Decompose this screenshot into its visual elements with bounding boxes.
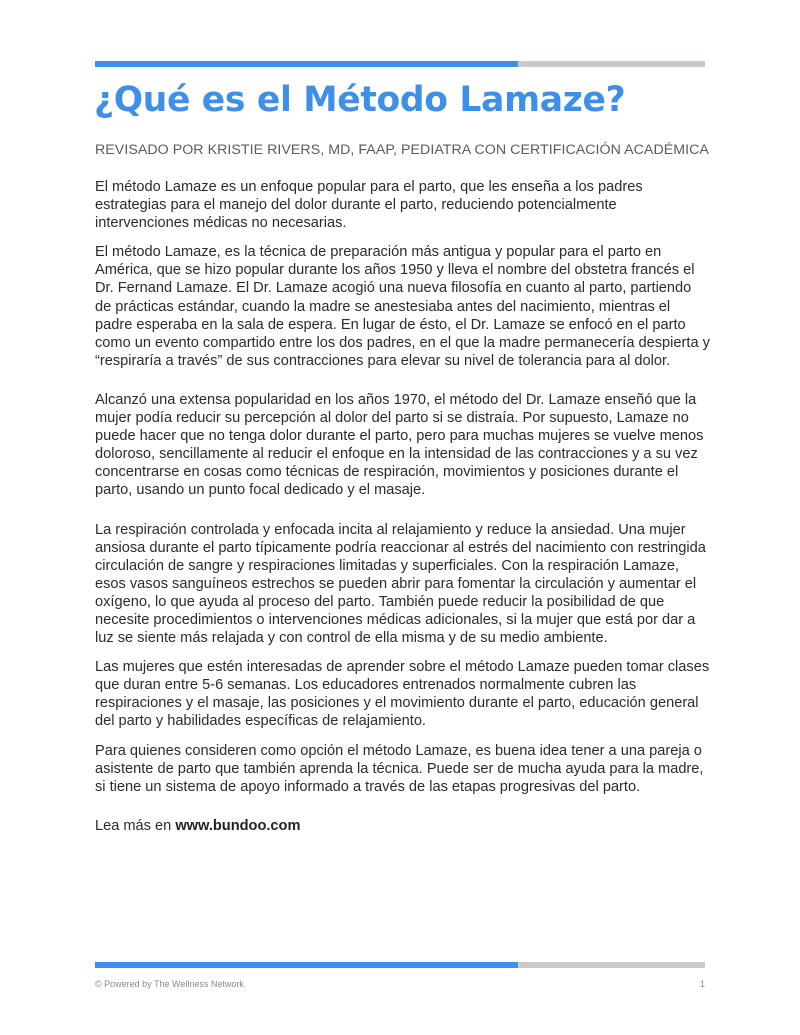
- header-accent-bar: [95, 61, 705, 67]
- reviewer-byline: REVISADO POR KRISTIE RIVERS, MD, FAAP, PEDIATRA CON CERTIFICACIÓN ACADÉMICA: [95, 142, 709, 158]
- footer-accent-bar: [95, 962, 705, 968]
- paragraph-intro: El método Lamaze es un enfoque popular para el parto, que les enseña a los padres estrategias para el manejo del dolor durante el parto, reduciendo potencialmente intervenciones médicas no necesarias.: [95, 179, 643, 232]
- article-body: [95, 178, 710, 835]
- page-title: ¿Qué es el Método Lamaze?: [94, 80, 626, 120]
- read-more-prefix: Lea más en: [95, 817, 176, 834]
- paragraph-breathing: La respiración controlada y enfocada incita al relajamiento y reduce la ansiedad. Una mujer ansiosa durante el parto típicamente podría reaccionar al estrés del nacimiento con restringida circulación de sangre y respiraciones limitadas y superficiales. Con la respiración Lamaze, esos vasos sanguíneos estrechos se pueden abrir para fomentar la circulación y aumentar el oxígeno, lo que ayuda al proceso del parto. También puede reducir la posibilidad de que necesite procedimientos o intervenciones médicas adicionales, si la mujer que está por dar a luz se siente más relajada y con control de ella misma y de su medio ambiente.: [95, 521, 706, 647]
- accent-bar-blue-segment: [95, 962, 518, 968]
- paragraph-popularity: Alcanzó una extensa popularidad en los años 1970, el método del Dr. Lamaze enseñó que la mujer podía reducir su percepción al dolor del parto si se distraía. Por supuesto, Lamaze no puede hacer que no tenga dolor durante el parto, pero para muchas mujeres se vuelve menos doloroso, sencillamente al reducir el enfoque en la intensidad de las contracciones y a su vez concentrarse en cosas como técnicas de respiración, movimientos y posiciones durante el parto, usando un punto focal dedicado y el masaje.: [95, 391, 704, 499]
- accent-bar-gray-segment: [518, 61, 705, 67]
- paragraph-classes: Las mujeres que estén interesadas de aprender sobre el método Lamaze pueden tomar clases que duran entre 5-6 semanas. Los educadores entrenados normalmente cubren las respiraciones y el masaje, las posiciones y el movimiento durante el parto, educación general del parto y habilidades específicas de relajamiento.: [95, 659, 710, 730]
- paragraph-history: El método Lamaze, es la técnica de preparación más antigua y popular para el parto en América, que se hizo popular durante los años 1950 y lleva el nombre del obstetra francés el Dr. Fernand Lamaze. El Dr. Lamaze acogió una nueva filosofía en cuanto al parto, partiendo de prácticas estándar, cuando la madre se anestesiaba antes del nacimiento, mientras el padre esperaba en la sala de espera. En lugar de ésto, el Dr. Lamaze se enfocó en el parto como un evento compartido entre los dos padres, en el que la madre permanecería despierta y “respiraría a través” de sus contracciones para elevar su nivel de tolerancia para al dolor.: [95, 244, 710, 369]
- accent-bar-blue-segment: [95, 61, 518, 67]
- bundoo-link[interactable]: www.bundoo.com: [175, 817, 301, 834]
- read-more-line: [95, 817, 710, 835]
- accent-bar-gray-segment: [518, 962, 705, 968]
- paragraph-partner: Para quienes consideren como opción el método Lamaze, es buena idea tener a una pareja o asistente de parto que también aprenda la técnica. Puede ser de mucha ayuda para la madre, si tiene un sistema de apoyo informado a través de las etapas progresivas del parto.: [95, 742, 704, 795]
- footer-credit: © Powered by The Wellness Network: [95, 979, 244, 989]
- page-number: 1: [699, 979, 705, 989]
